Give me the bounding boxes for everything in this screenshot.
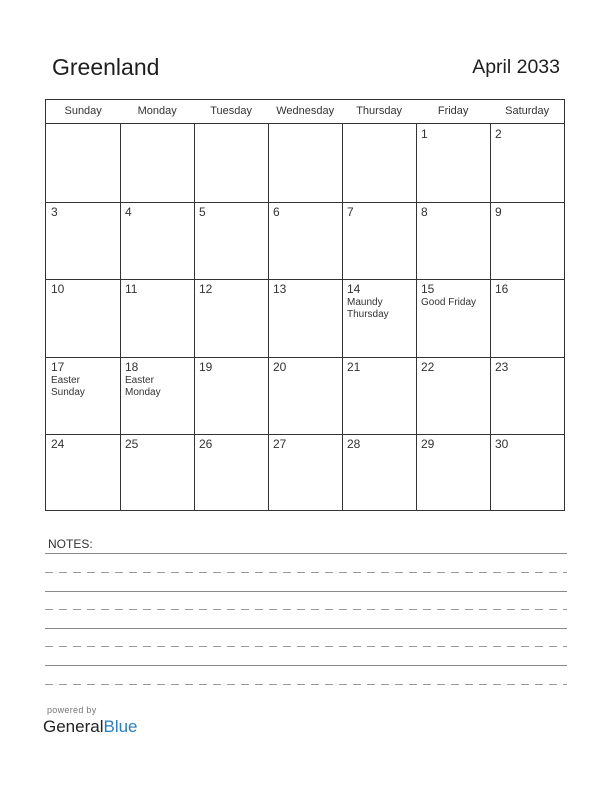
day-number: 10	[51, 282, 65, 297]
day-number: 30	[495, 437, 509, 452]
day-number: 4	[125, 204, 132, 219]
day-cell	[490, 124, 564, 202]
day-number: 24	[51, 437, 65, 452]
day-number: 22	[421, 359, 435, 374]
weekday-label-friday: Friday	[437, 105, 469, 117]
day-cell	[490, 202, 564, 280]
holiday-label: Easter Sunday	[51, 374, 85, 398]
day-number: 5	[199, 204, 206, 219]
day-number: 29	[421, 437, 435, 452]
day-cell	[46, 202, 120, 280]
day-number: 12	[199, 282, 213, 297]
weekday-label-saturday: Saturday	[505, 105, 550, 117]
day-cell	[46, 279, 120, 357]
day-cell	[194, 357, 268, 435]
day-cell	[416, 357, 490, 435]
day-cell	[194, 279, 268, 357]
day-number: 16	[495, 282, 509, 297]
day-cell	[490, 434, 564, 512]
day-cell	[416, 124, 490, 202]
day-number: 25	[125, 437, 139, 452]
day-cell	[120, 202, 194, 280]
day-cell	[490, 279, 564, 357]
calendar-grid	[45, 99, 565, 511]
day-cell	[268, 357, 342, 435]
day-number: 13	[273, 282, 287, 297]
day-number: 19	[199, 359, 213, 374]
day-number: 20	[273, 359, 287, 374]
holiday-label: Maundy Thursday	[347, 297, 389, 321]
day-number: 23	[495, 359, 509, 374]
day-number: 1	[421, 127, 428, 141]
day-cell	[46, 124, 120, 202]
country-title: Greenland	[52, 54, 160, 80]
day-cell	[120, 124, 194, 202]
day-cell	[342, 279, 416, 357]
day-number: 21	[347, 359, 361, 374]
weekday-header-row	[46, 100, 564, 124]
day-number: 11	[125, 282, 138, 297]
notes-line	[45, 684, 567, 685]
day-cell	[268, 434, 342, 512]
day-number: 6	[273, 204, 280, 219]
day-cell	[416, 279, 490, 357]
day-number: 17	[51, 359, 65, 374]
day-number: 2	[495, 127, 502, 141]
month-title: April 2033	[472, 56, 560, 78]
day-cell	[194, 124, 268, 202]
weekday-label-wednesday: Wednesday	[276, 105, 335, 117]
day-cell	[416, 202, 490, 280]
notes-line	[45, 609, 567, 610]
day-cell	[120, 279, 194, 357]
day-cell	[416, 434, 490, 512]
weekday-label-monday: Monday	[137, 105, 177, 117]
notes-line	[45, 591, 567, 592]
notes-line	[45, 646, 567, 647]
day-number: 8	[421, 204, 428, 219]
notes-line	[45, 572, 567, 573]
day-number: 9	[495, 204, 502, 219]
brand-blue: Blue	[103, 717, 138, 736]
day-cell	[342, 357, 416, 435]
notes-line	[45, 553, 567, 554]
day-cell	[268, 202, 342, 280]
day-cell	[342, 434, 416, 512]
day-number: 26	[199, 437, 213, 452]
notes-label: NOTES:	[48, 537, 93, 551]
day-cell	[490, 357, 564, 435]
day-cell	[120, 357, 194, 435]
day-cell	[342, 202, 416, 280]
day-cell	[268, 279, 342, 357]
powered-by-text: powered by	[47, 705, 97, 715]
holiday-label: Good Friday	[421, 297, 477, 309]
day-number: 18	[125, 359, 139, 374]
day-number: 7	[347, 204, 354, 219]
brand-general: General	[43, 717, 104, 736]
day-cell	[342, 124, 416, 202]
day-cell	[268, 124, 342, 202]
day-cell	[46, 357, 120, 435]
day-number: 14	[347, 282, 361, 297]
day-number: 27	[273, 437, 287, 452]
notes-line	[45, 628, 567, 629]
day-cell	[120, 434, 194, 512]
day-cell	[46, 434, 120, 512]
day-number: 3	[51, 204, 58, 219]
day-number: 28	[347, 437, 361, 452]
day-cell	[194, 434, 268, 512]
holiday-label: Easter Monday	[125, 374, 161, 398]
weekday-label-sunday: Sunday	[64, 105, 102, 117]
day-number: 15	[421, 282, 435, 297]
notes-line	[45, 665, 567, 666]
day-cell	[194, 202, 268, 280]
weekday-label-thursday: Thursday	[356, 105, 403, 117]
weekday-label-tuesday: Tuesday	[210, 105, 253, 117]
generalblue-logo	[43, 717, 138, 737]
